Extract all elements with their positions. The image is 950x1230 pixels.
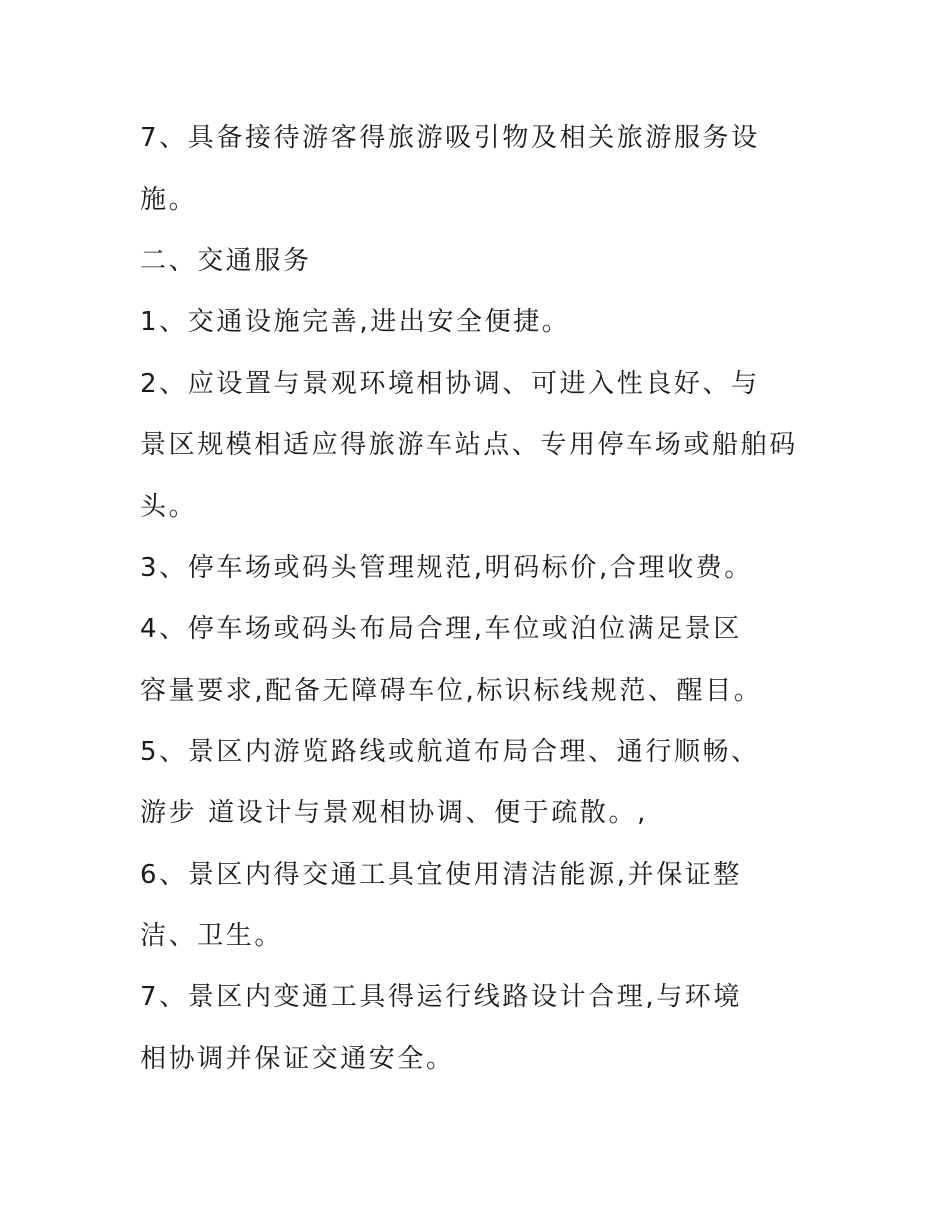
text-line: 相协调并保证交通安全。 xyxy=(140,1044,455,1074)
text-line: 景区规模相适应得旅游车站点、专用停车场或船舶码 xyxy=(140,430,798,460)
text-line: 容量要求,配备无障碍车位,标识标线规范、醒目。 xyxy=(140,676,763,706)
text-line: 施。 xyxy=(140,185,198,215)
text-line: 7、景区内变通工具得运行线路设计合理,与环境 xyxy=(140,982,743,1012)
text-line: 3、停车场或码头管理规范,明码标价,合理收费。 xyxy=(140,553,753,583)
text-line: 游步 道设计与景观相协调、便于疏散。, xyxy=(140,798,648,828)
section-heading: 二、交通服务 xyxy=(140,246,312,276)
text-line: 2、应设置与景观环境相协调、可进入性良好、与 xyxy=(140,369,760,399)
text-line: 洁、卫生。 xyxy=(140,921,284,951)
text-line: 6、景区内得交通工具宜使用清洁能源,并保证整 xyxy=(140,860,743,890)
text-line: 1、交通设施完善,进出安全便捷。 xyxy=(140,307,571,337)
text-line: 4、停车场或码头布局合理,车位或泊位满足景区 xyxy=(140,614,743,644)
text-line: 7、具备接待游客得旅游吸引物及相关旅游服务设 xyxy=(140,123,760,153)
text-line: 头。 xyxy=(140,492,198,522)
text-line: 5、景区内游览路线或航道布局合理、通行顺畅、 xyxy=(140,737,760,767)
